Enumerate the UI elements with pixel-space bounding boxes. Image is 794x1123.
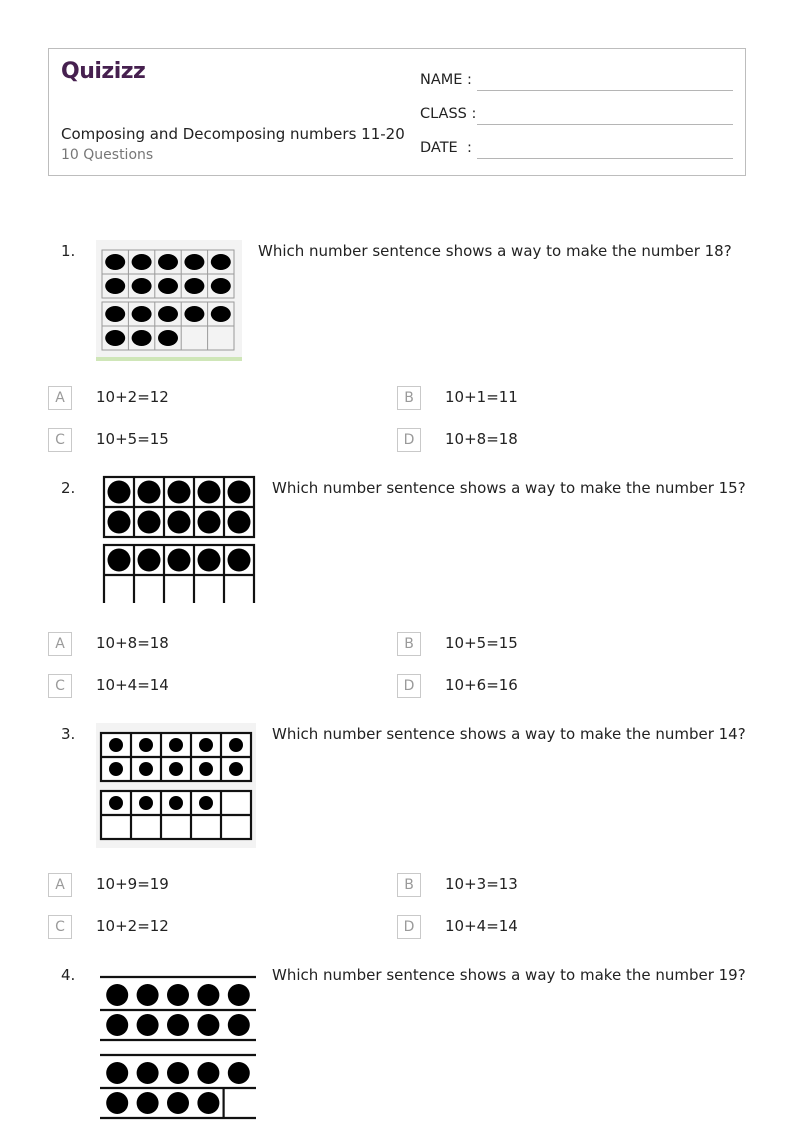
option-text: 10+6=16: [445, 676, 518, 694]
option-letter: B: [397, 632, 421, 656]
option-text: 10+9=19: [96, 875, 169, 893]
counter-dot: [198, 549, 221, 572]
option-text: 10+8=18: [445, 430, 518, 448]
class-line: [477, 124, 733, 125]
option-letter: B: [397, 386, 421, 410]
counter-dot: [106, 984, 128, 1006]
counter-dot: [184, 306, 204, 322]
counter-dot: [132, 330, 152, 346]
counter-dot: [137, 1014, 159, 1036]
option-text: 10+2=12: [96, 917, 169, 935]
question-text: Which number sentence shows a way to make the number 14?: [272, 725, 746, 743]
counter-dot: [228, 511, 251, 534]
option-letter: A: [48, 873, 72, 897]
counter-dot: [199, 796, 213, 810]
counter-dot: [197, 984, 219, 1006]
counter-dot: [158, 254, 178, 270]
counter-dot: [105, 306, 125, 322]
name-field[interactable]: [420, 65, 733, 91]
option-text: 10+8=18: [96, 634, 169, 652]
counter-dot: [139, 738, 153, 752]
question-count: 10 Questions: [61, 147, 154, 163]
option-letter: C: [48, 428, 72, 452]
counter-dot: [132, 306, 152, 322]
counter-dot: [229, 738, 243, 752]
counter-dot: [139, 796, 153, 810]
name-line: [477, 90, 733, 91]
counter-dot: [184, 278, 204, 294]
option-letter: D: [397, 915, 421, 939]
question-number: 1.: [61, 242, 76, 260]
option-letter: D: [397, 428, 421, 452]
counter-dot: [109, 762, 123, 776]
counter-dot: [132, 278, 152, 294]
date-field[interactable]: [420, 133, 733, 159]
ten-frame-image: [100, 475, 256, 603]
counter-dot: [198, 481, 221, 504]
option-text: 10+1=11: [445, 388, 518, 406]
counter-dot: [108, 549, 131, 572]
counter-dot: [139, 762, 153, 776]
ten-frame-image: [96, 964, 256, 1123]
option-text: 10+2=12: [96, 388, 169, 406]
option-text: 10+4=14: [96, 676, 169, 694]
option-letter: C: [48, 674, 72, 698]
counter-dot: [108, 511, 131, 534]
counter-dot: [228, 984, 250, 1006]
counter-dot: [137, 1092, 159, 1114]
option-text: 10+4=14: [445, 917, 518, 935]
class-label: CLASS :: [420, 106, 477, 122]
counter-dot: [137, 984, 159, 1006]
counter-dot: [199, 762, 213, 776]
counter-dot: [138, 481, 161, 504]
class-field[interactable]: [420, 99, 733, 125]
question-text: Which number sentence shows a way to make the number 15?: [272, 479, 746, 497]
counter-dot: [228, 1062, 250, 1084]
counter-dot: [198, 511, 221, 534]
option-letter: A: [48, 386, 72, 410]
counter-dot: [158, 306, 178, 322]
option-text: 10+5=15: [445, 634, 518, 652]
counter-dot: [132, 254, 152, 270]
counter-dot: [108, 481, 131, 504]
counter-dot: [211, 254, 231, 270]
question-text: Which number sentence shows a way to make the number 18?: [258, 242, 732, 260]
counter-dot: [167, 1014, 189, 1036]
counter-dot: [167, 1062, 189, 1084]
option-letter: C: [48, 915, 72, 939]
name-label: NAME :: [420, 72, 472, 88]
question-number: 4.: [61, 966, 76, 984]
ten-frame-image: [96, 723, 256, 848]
option-text: 10+3=13: [445, 875, 518, 893]
counter-dot: [109, 738, 123, 752]
counter-dot: [138, 511, 161, 534]
counter-dot: [197, 1092, 219, 1114]
question-number: 3.: [61, 725, 76, 743]
counter-dot: [169, 796, 183, 810]
counter-dot: [106, 1014, 128, 1036]
counter-dot: [197, 1062, 219, 1084]
counter-dot: [109, 796, 123, 810]
counter-dot: [228, 481, 251, 504]
quizizz-logo: Quizizz: [61, 59, 146, 84]
counter-dot: [105, 278, 125, 294]
counter-dot: [158, 278, 178, 294]
image-underline: [96, 357, 242, 361]
option-letter: D: [397, 674, 421, 698]
question-number: 2.: [61, 479, 76, 497]
counter-dot: [228, 1014, 250, 1036]
counter-dot: [169, 762, 183, 776]
counter-dot: [137, 1062, 159, 1084]
option-letter: B: [397, 873, 421, 897]
counter-dot: [211, 306, 231, 322]
counter-dot: [168, 549, 191, 572]
worksheet-header: [48, 48, 746, 176]
counter-dot: [168, 511, 191, 534]
counter-dot: [167, 1092, 189, 1114]
counter-dot: [228, 549, 251, 572]
counter-dot: [106, 1092, 128, 1114]
counter-dot: [229, 762, 243, 776]
ten-frame-image: [96, 240, 242, 361]
counter-dot: [197, 1014, 219, 1036]
counter-dot: [106, 1062, 128, 1084]
option-text: 10+5=15: [96, 430, 169, 448]
date-label: DATE :: [420, 140, 472, 156]
counter-dot: [184, 254, 204, 270]
counter-dot: [211, 278, 231, 294]
worksheet-title: Composing and Decomposing numbers 11-20: [61, 125, 405, 143]
counter-dot: [105, 330, 125, 346]
counter-dot: [199, 738, 213, 752]
question-text: Which number sentence shows a way to make the number 19?: [272, 966, 746, 984]
counter-dot: [168, 481, 191, 504]
counter-dot: [158, 330, 178, 346]
option-letter: A: [48, 632, 72, 656]
date-line: [477, 158, 733, 159]
counter-dot: [167, 984, 189, 1006]
counter-dot: [138, 549, 161, 572]
counter-dot: [169, 738, 183, 752]
counter-dot: [105, 254, 125, 270]
